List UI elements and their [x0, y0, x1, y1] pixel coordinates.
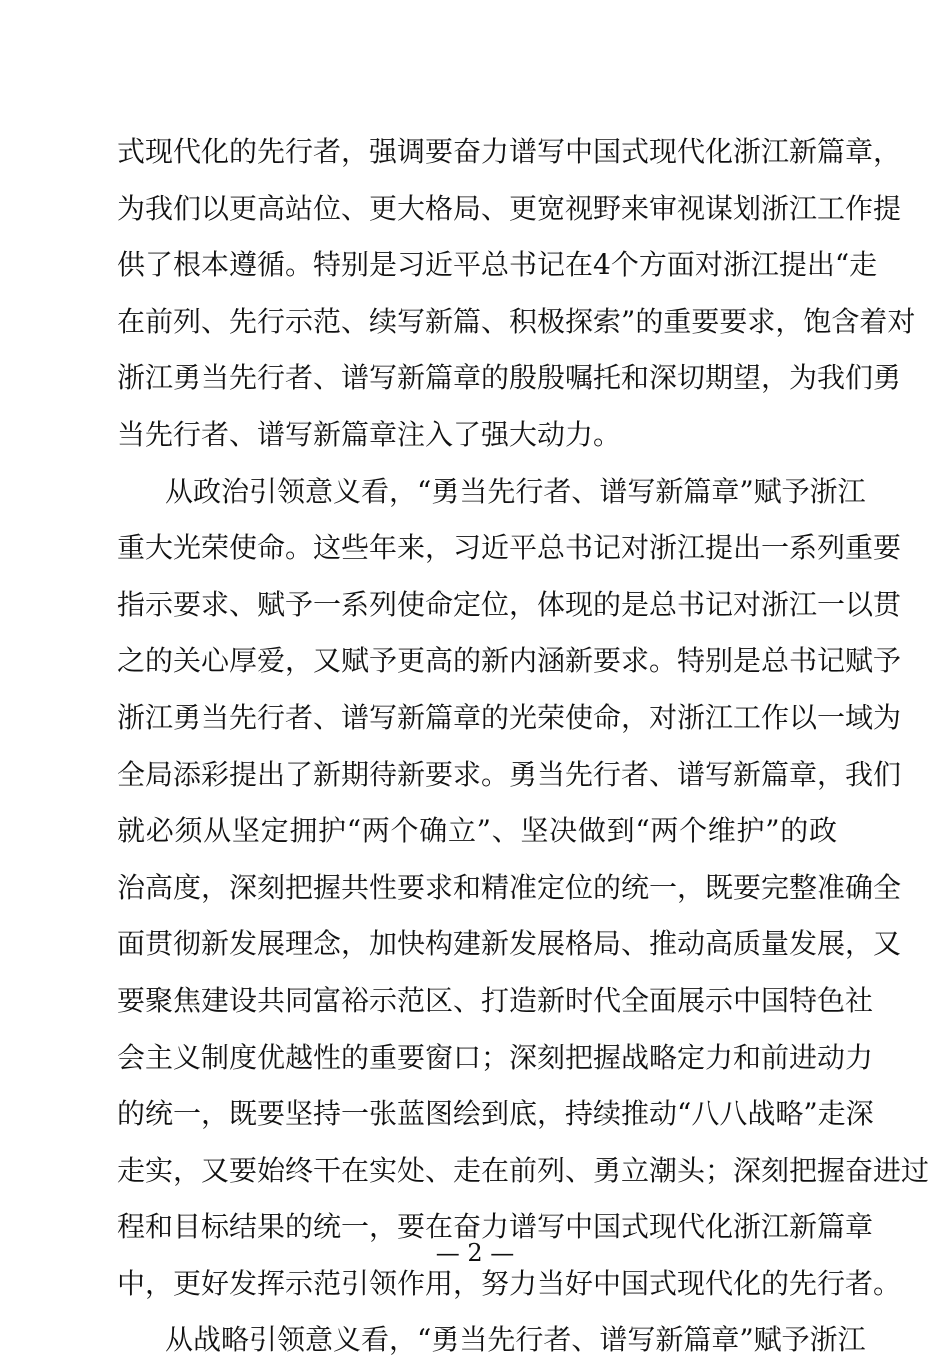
text-line: 要聚焦建设共同富裕示范区、打造新时代全面展示中国特色社 — [117, 983, 874, 1017]
text-line: 程和目标结果的统一，要在奋力谱写中国式现代化浙江新篇章 — [117, 1210, 874, 1244]
text-line: 会主义制度优越性的重要窗口；深刻把握战略定力和前进动力 — [117, 1040, 874, 1074]
text-line: 治高度，深刻把握共性要求和精准定位的统一，既要完整准确全 — [117, 870, 902, 904]
text-line: 指示要求、赋予一系列使命定位，体现的是总书记对浙江一以贯 — [117, 587, 902, 621]
text-line: 的统一，既要坚持一张蓝图绘到底，持续推动“八八战略”走深 — [117, 1097, 874, 1131]
text-line: 之的关心厚爱，又赋予更高的新内涵新要求。特别是总书记赋予 — [117, 644, 902, 678]
text-line: 当先行者、谱写新篇章注入了强大动力。 — [117, 417, 622, 451]
text-line: 在前列、先行示范、续写新篇、积极探索”的重要要求，饱含着对 — [117, 304, 916, 338]
paragraph-start-line: 从战略引领意义看，“勇当先行者、谱写新篇章”赋予浙江 — [165, 1323, 866, 1357]
text-line: 浙江勇当先行者、谱写新篇章的殷殷嘱托和深切期望，为我们勇 — [117, 361, 902, 395]
text-line: 浙江勇当先行者、谱写新篇章的光荣使命，对浙江工作以一域为 — [117, 700, 902, 734]
text-line: 面贯彻新发展理念，加快构建新发展格局、推动高质量发展，又 — [117, 927, 902, 961]
text-line: 走实，又要始终干在实处、走在前列、勇立潮头；深刻把握奋进过 — [117, 1153, 930, 1187]
body-text — [117, 124, 930, 1369]
page-number: — 2 — — [435, 1239, 515, 1267]
text-line: 式现代化的先行者，强调要奋力谱写中国式现代化浙江新篇章， — [117, 135, 902, 168]
text-line: 为我们以更高站位、更大格局、更宽视野来审视谋划浙江工作提 — [117, 191, 902, 225]
paragraph-start-line: 从政治引领意义看，“勇当先行者、谱写新篇章”赋予浙江 — [165, 474, 866, 508]
text-line: 全局添彩提出了新期待新要求。勇当先行者、谱写新篇章，我们 — [117, 757, 902, 791]
text-line: 中，更好发挥示范引领作用，努力当好中国式现代化的先行者。 — [117, 1266, 902, 1300]
text-line: 就必须从坚定拥护“两个确立”、坚决做到“两个维护”的政 — [117, 814, 837, 848]
text-line: 重大光荣使命。这些年来，习近平总书记对浙江提出一系列重要 — [117, 531, 902, 565]
text-line: 供了根本遵循。特别是习近平总书记在4个方面对浙江提出“走 — [117, 248, 878, 282]
